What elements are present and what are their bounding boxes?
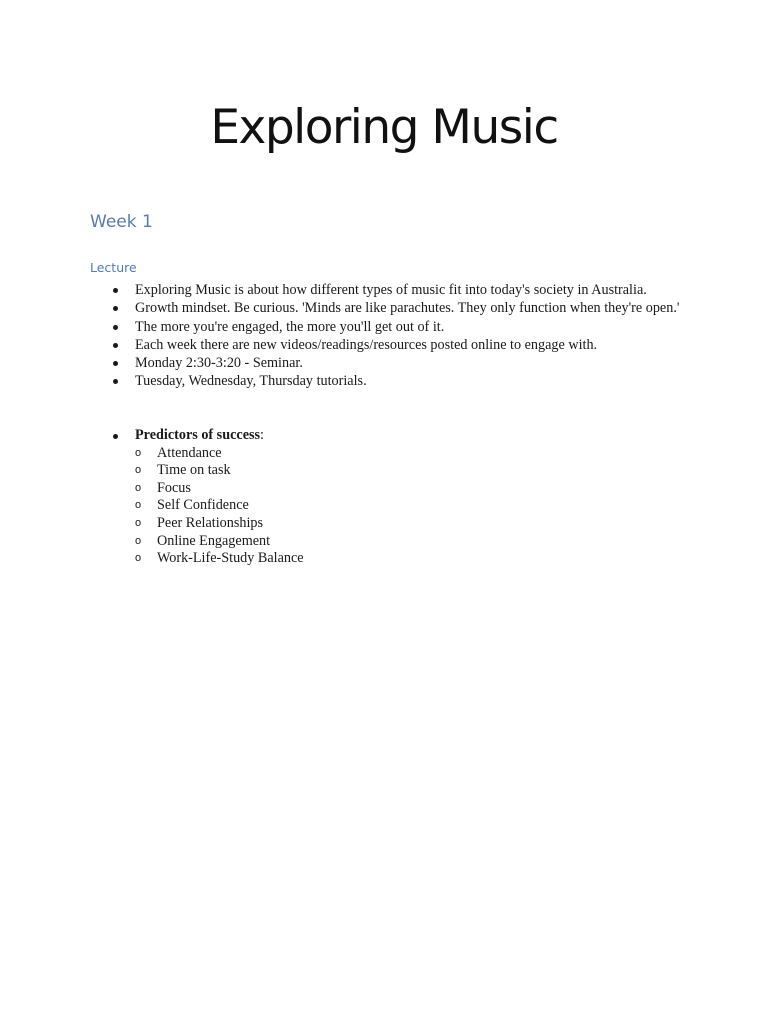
list-item <box>0 480 768 498</box>
list-item-text: The more you're engaged, the more you'll get out of it. <box>135 318 445 335</box>
list-item <box>0 281 695 299</box>
list-item <box>0 462 768 480</box>
list-item-text: Monday 2:30-3:20 - Seminar. <box>135 355 303 372</box>
list-item-text: Growth mindset. Be curious. 'Minds are like parachutes. They only function when they're open.' <box>135 300 680 317</box>
hollow-bullet-icon: o <box>135 499 142 512</box>
predictors-heading-colon: : <box>260 427 264 443</box>
list-item-text: Exploring Music is about how different types of music fit into today's society in Australia. <box>135 282 647 298</box>
list-item-text: Self Confidence <box>157 497 249 514</box>
hollow-bullet-icon: o <box>135 534 142 547</box>
lecture-bullet-list <box>0 281 768 391</box>
list-item-text: Peer Relationships <box>157 514 263 531</box>
list-item <box>0 354 695 372</box>
document-title: Exploring Music <box>210 100 558 155</box>
bullet-icon <box>113 325 118 330</box>
section-heading-week: Week 1 <box>90 212 153 232</box>
hollow-bullet-icon: o <box>135 552 142 565</box>
list-item <box>0 336 695 354</box>
bullet-icon <box>113 288 118 293</box>
list-item-text: Time on task <box>157 462 231 479</box>
hollow-bullet-icon: o <box>135 464 142 477</box>
predictors-heading: Predictors of success <box>135 427 261 443</box>
hollow-bullet-icon: o <box>135 481 142 494</box>
list-item-text: Work-Life-Study Balance <box>157 550 304 567</box>
list-item-text: Attendance <box>157 444 222 461</box>
list-item <box>0 550 768 568</box>
list-item-text: Focus <box>157 479 191 496</box>
hollow-bullet-icon: o <box>135 446 142 459</box>
hollow-bullet-icon: o <box>135 516 142 529</box>
bullet-icon <box>113 379 118 384</box>
list-item <box>0 372 695 390</box>
bullet-icon <box>113 343 118 348</box>
bullet-icon <box>113 361 118 366</box>
subsection-heading-lecture: Lecture <box>90 260 137 275</box>
list-item-text: Each week there are new videos/readings/resources posted online to engage with. <box>135 336 598 353</box>
list-item <box>0 497 768 515</box>
list-item <box>0 318 695 336</box>
bullet-icon <box>113 306 118 311</box>
list-item-text: Online Engagement <box>157 532 271 549</box>
list-item-text: Tuesday, Wednesday, Thursday tutorials. <box>135 373 367 390</box>
list-item <box>0 515 768 533</box>
list-item <box>0 445 768 463</box>
bullet-icon <box>113 434 118 439</box>
list-item <box>0 533 768 551</box>
predictors-heading-item <box>0 427 768 445</box>
list-item <box>0 299 695 317</box>
predictors-list <box>0 445 768 568</box>
predictors-section <box>0 427 768 568</box>
